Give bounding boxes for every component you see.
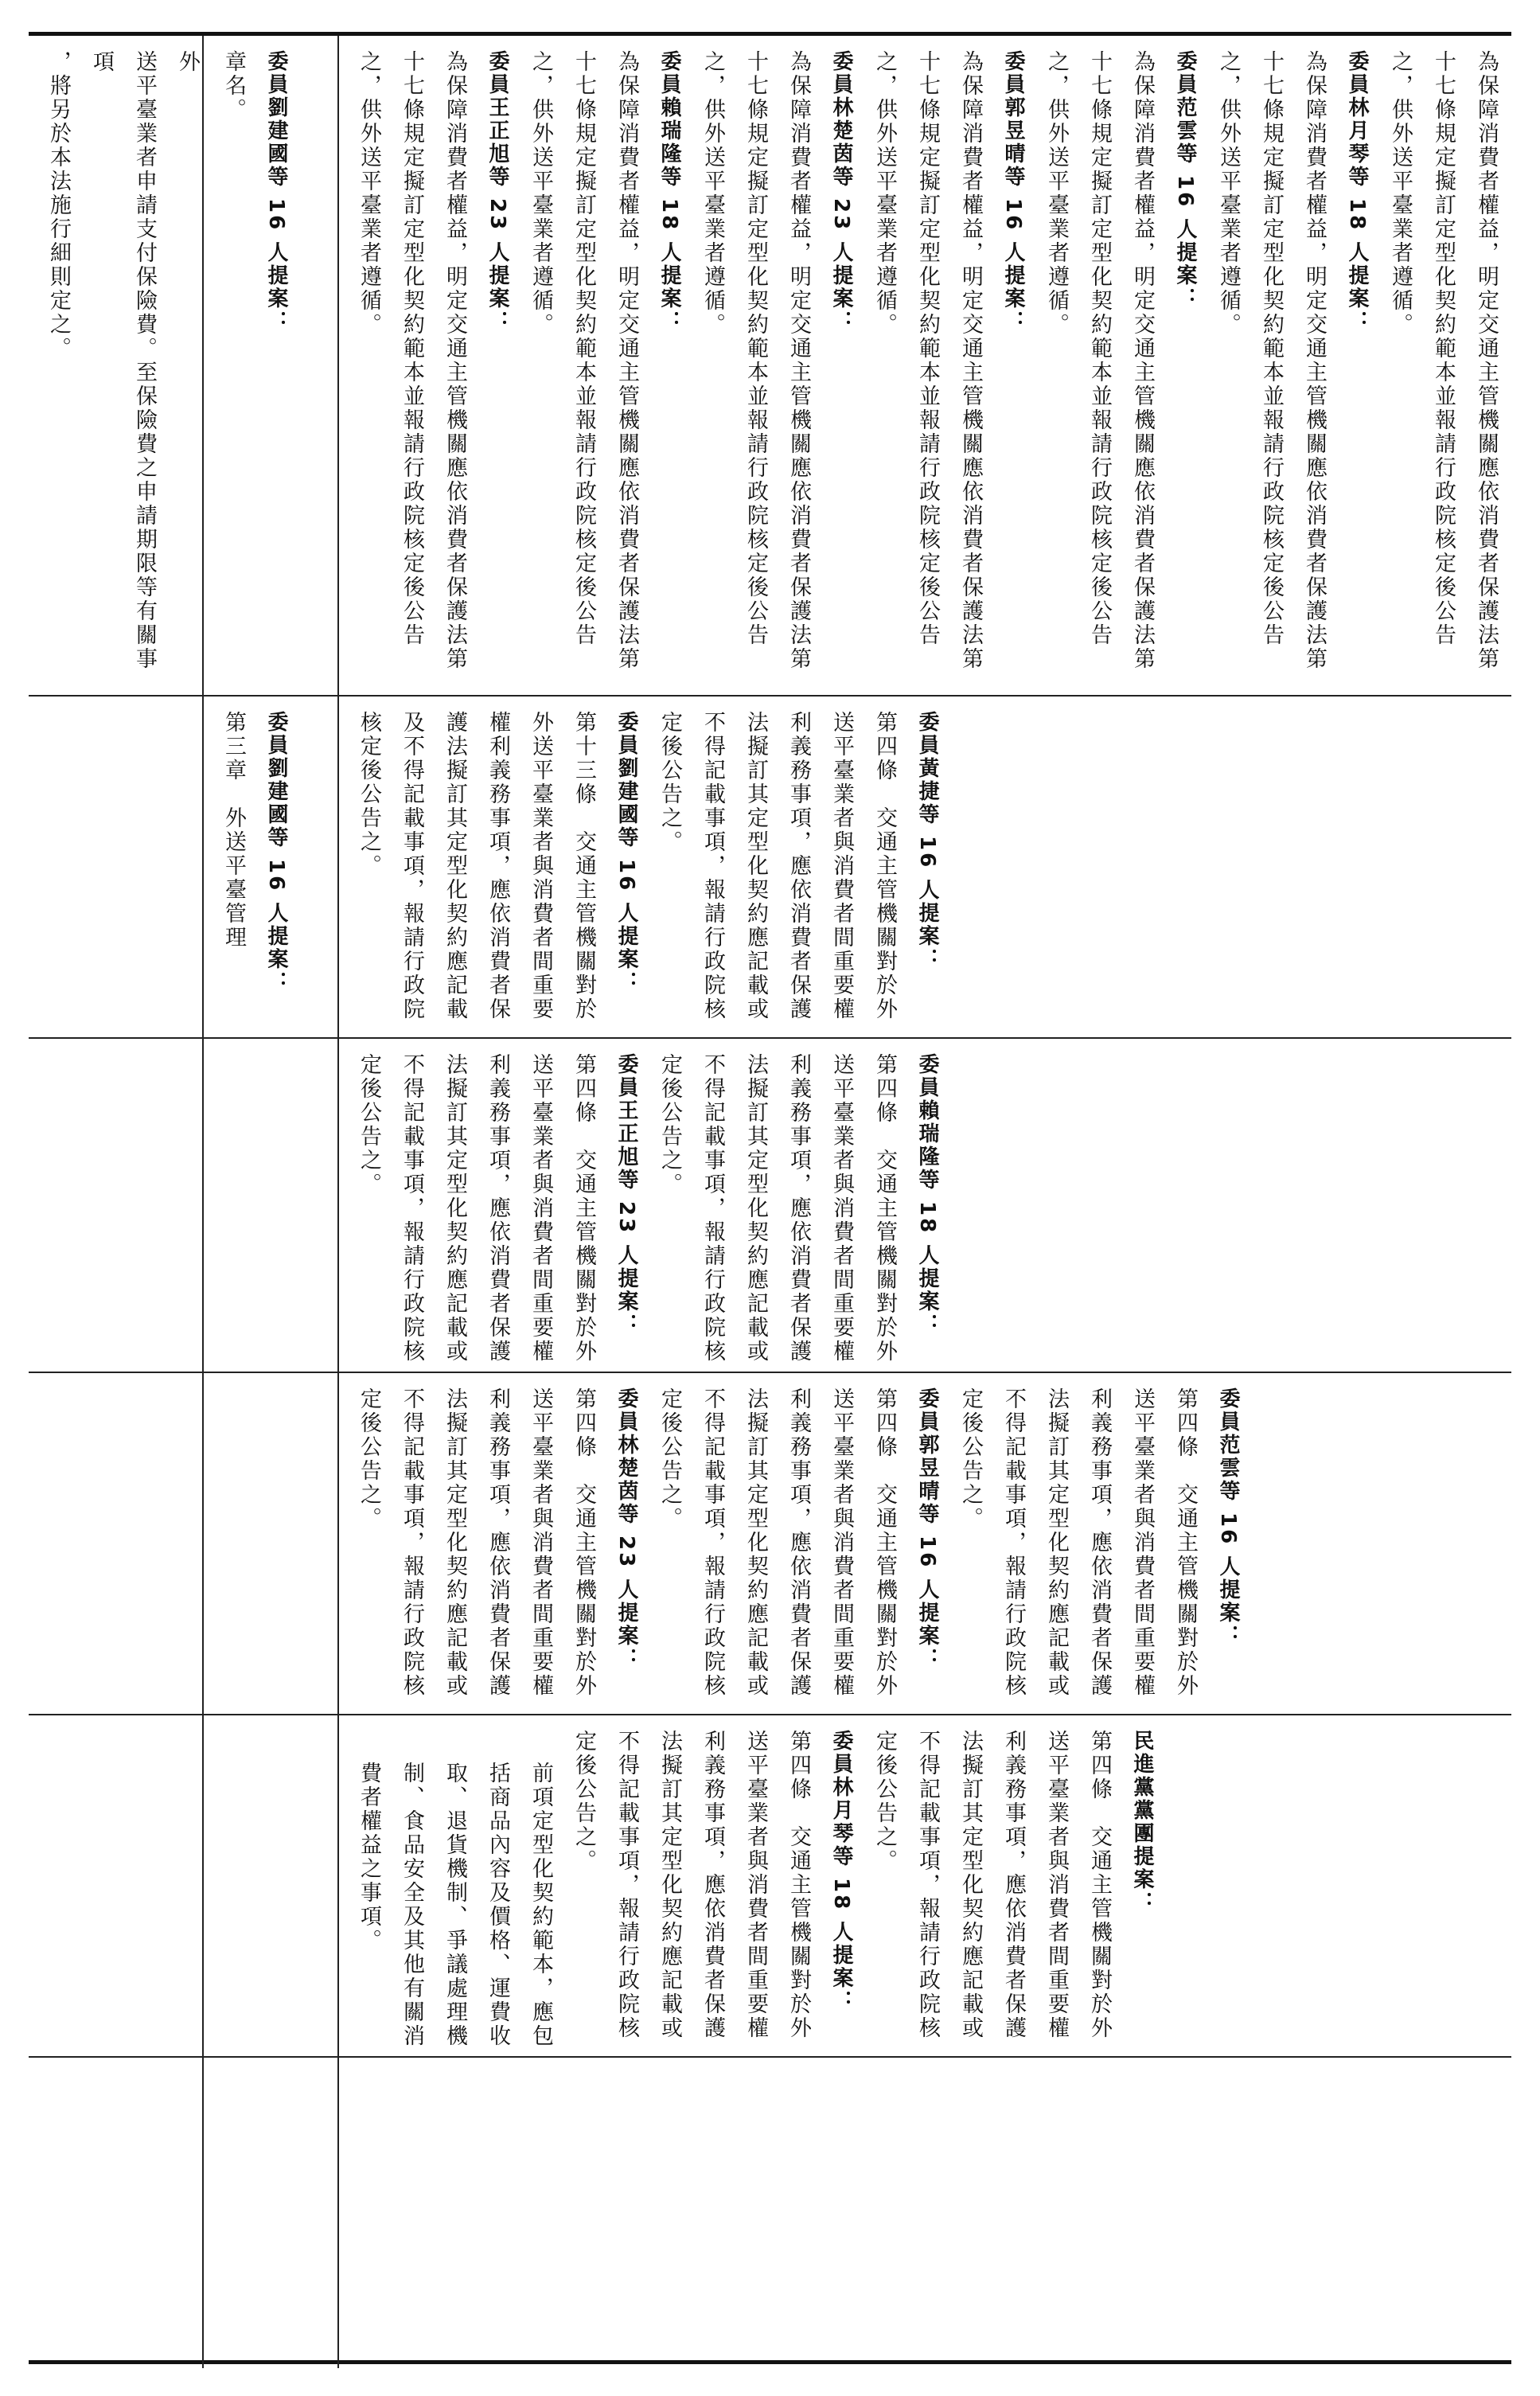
row3-main-text	[339, 1039, 957, 1372]
proposal-body: 為保障消費者權益，明定交通主管機關應依消費者保護法第十七條規定擬訂定型化契約範本並報請行政院核定後公告之，供外送平臺業者遵循。	[528, 50, 639, 671]
row1-title-text	[204, 36, 306, 695]
row6-title-cell	[204, 2058, 339, 2368]
proposal-body: 為保障消費者權益，明定交通主管機關應依消費者保護法第十七條規定擬訂定型化契約範本並報請行政院核定後公告之，供外送平臺業者遵循。	[700, 50, 811, 671]
row1-note-line-1: 外	[175, 50, 200, 74]
proposal-head: 民進黨黨團提案：	[1130, 1730, 1154, 1914]
proposal-body: 第四條 交通主管機關對於外送平臺業者與消費者間重要權利義務事項，應依消費者保護法擬訂其定型化契約應記載或不得記載事項，報請行政院核定後公告之。	[657, 711, 897, 1021]
proposal-head: 委員林月琴等 18 人提案：	[829, 1730, 853, 2014]
proposal-head	[1507, 50, 1511, 687]
row6-note-cell	[29, 2058, 204, 2368]
proposal-head: 委員郭昱晴等 16 人提案：	[1001, 50, 1025, 334]
proposal-body: 第四條 交通主管機關對於外送平臺業者與消費者間重要權利義務事項，應依消費者保護法擬訂其定型化契約應記載或不得記載事項，報請行政院核定後公告之。	[958, 1387, 1198, 1698]
proposal-body: 為保障消費者權益，明定交通主管機關應依消費者保護法第十七條規定擬訂定型化契約範本並報請行政院核定後公告之，供外送平臺業者遵循。	[1044, 50, 1155, 671]
row5-title-cell	[204, 1715, 339, 2058]
row4-main-cell	[339, 1373, 1511, 1715]
row1-note-cell	[29, 36, 204, 697]
proposal-head: 委員范雲等 16 人提案：	[1173, 50, 1197, 311]
proposal-head: 委員郭昱晴等 16 人提案：	[915, 1387, 939, 1672]
proposal-body: 前項定型化契約範本，應包括商品內容及價格、運費收取、退貨機制、爭議處理機制、食品安全及其他有關消費者權益之事項。	[357, 1762, 553, 2048]
row5-main-cell	[339, 1715, 1511, 2058]
row3-main-cell	[339, 1039, 1511, 1373]
chapter-title: 第三章 外送平臺管理	[221, 711, 246, 950]
proposal-head: 委員黃捷等 16 人提案：	[915, 711, 939, 972]
proposal-body: 第四條 交通主管機關對於外送平臺業者與消費者間重要權利義務事項，應依消費者保護法擬訂其定型化契約應記載或不得記載事項，報請行政院核定後公告之。	[571, 1730, 811, 2040]
proposal-head: 委員王正旭等 23 人提案：	[485, 50, 509, 334]
row1-note-line-3: ，將另於本法施行細則定之。	[46, 50, 71, 361]
proposal-body: 為保障消費者權益，明定交通主管機關應依消費者保護法第十七條規定擬訂定型化契約範本並報請行政院核定後公告之，供外送平臺業者遵循。	[357, 50, 467, 671]
proposal-body: 為保障消費者權益，明定交通主管機關應依消費者保護法第十七條規定擬訂定型化契約範本並報請行政院核定後公告之，供外送平臺業者遵循。	[1388, 50, 1499, 671]
proposal-head: 委員賴瑞隆等 18 人提案：	[657, 50, 681, 334]
row2-main-text	[339, 697, 957, 1037]
proposal-head: 委員王正旭等 23 人提案：	[614, 1053, 638, 1337]
row1-main-cell	[339, 36, 1511, 697]
row2-main-cell	[339, 697, 1511, 1039]
row1-title-cell	[204, 36, 339, 697]
row4-note-cell	[29, 1373, 204, 1715]
proposal-body: 為保障消費者權益，明定交通主管機關應依消費者保護法第十七條規定擬訂定型化契約範本並報請行政院核定後公告之，供外送平臺業者遵循。	[872, 50, 983, 671]
proposal-head: 委員林月琴等 18 人提案：	[1345, 50, 1369, 334]
proposal-body: 第四條 交通主管機關對於外送平臺業者與消費者間重要權利義務事項，應依消費者保護法擬訂其定型化契約應記載或不得記載事項，報請行政院核定後公告之。	[657, 1053, 897, 1364]
proposal-body: 第四條 交通主管機關對於外送平臺業者與消費者間重要權利義務事項，應依消費者保護法擬訂其定型化契約應記載或不得記載事項，報請行政院核定後公告之。	[657, 1387, 897, 1698]
row3-note-cell	[29, 1039, 204, 1373]
row2-note-cell	[29, 697, 204, 1039]
proposal-head: 委員賴瑞隆等 18 人提案：	[915, 1053, 939, 1337]
row1-main-text	[339, 36, 1511, 695]
proposal-body: 第十三條 交通主管機關對於外送平臺業者與消費者間重要權利義務事項，應依消費者保護法擬訂其定型化契約應記載及不得記載事項，報請行政院核定後公告之。	[357, 711, 596, 1021]
row1-title-body: 章名。	[221, 50, 246, 122]
row2-title-cell	[204, 697, 339, 1039]
row1-note-line-2: 送平臺業者申請支付保險費。至保險費之申請期限等有關事項	[89, 50, 157, 671]
row5-main-text	[339, 1715, 1172, 2056]
row4-title-cell	[204, 1373, 339, 1715]
row5-note-cell	[29, 1715, 204, 2058]
row1-note-text	[29, 36, 204, 695]
row3-title-cell	[204, 1039, 339, 1373]
row6-main-cell	[339, 2058, 1511, 2368]
proposal-head: 委員范雲等 16 人提案：	[1216, 1387, 1240, 1649]
proposal-head: 委員林楚茵等 23 人提案：	[829, 50, 853, 334]
proposal-head: 委員劉建國等 16 人提案：	[264, 711, 288, 995]
proposal-body: 第四條 交通主管機關對於外送平臺業者與消費者間重要權利義務事項，應依消費者保護法擬訂其定型化契約應記載或不得記載事項，報請行政院核定後公告之。	[872, 1730, 1112, 2040]
proposal-body: 第四條 交通主管機關對於外送平臺業者與消費者間重要權利義務事項，應依消費者保護法擬訂其定型化契約應記載或不得記載事項，報請行政院核定後公告之。	[357, 1053, 596, 1364]
row4-main-text	[339, 1373, 1257, 1714]
proposal-head: 委員林楚茵等 23 人提案：	[614, 1387, 638, 1672]
proposal-body: 為保障消費者權益，明定交通主管機關應依消費者保護法第十七條規定擬訂定型化契約範本並報請行政院核定後公告之，供外送平臺業者遵循。	[1216, 50, 1327, 671]
comparison-table	[29, 32, 1511, 2364]
proposal-head: 委員劉建國等 16 人提案：	[614, 711, 638, 995]
row2-title-text	[204, 697, 306, 1037]
row1-title-head: 委員劉建國等 16 人提案：	[264, 50, 288, 334]
proposal-body: 第四條 交通主管機關對於外送平臺業者與消費者間重要權利義務事項，應依消費者保護法擬訂其定型化契約應記載或不得記載事項，報請行政院核定後公告之。	[357, 1387, 596, 1698]
